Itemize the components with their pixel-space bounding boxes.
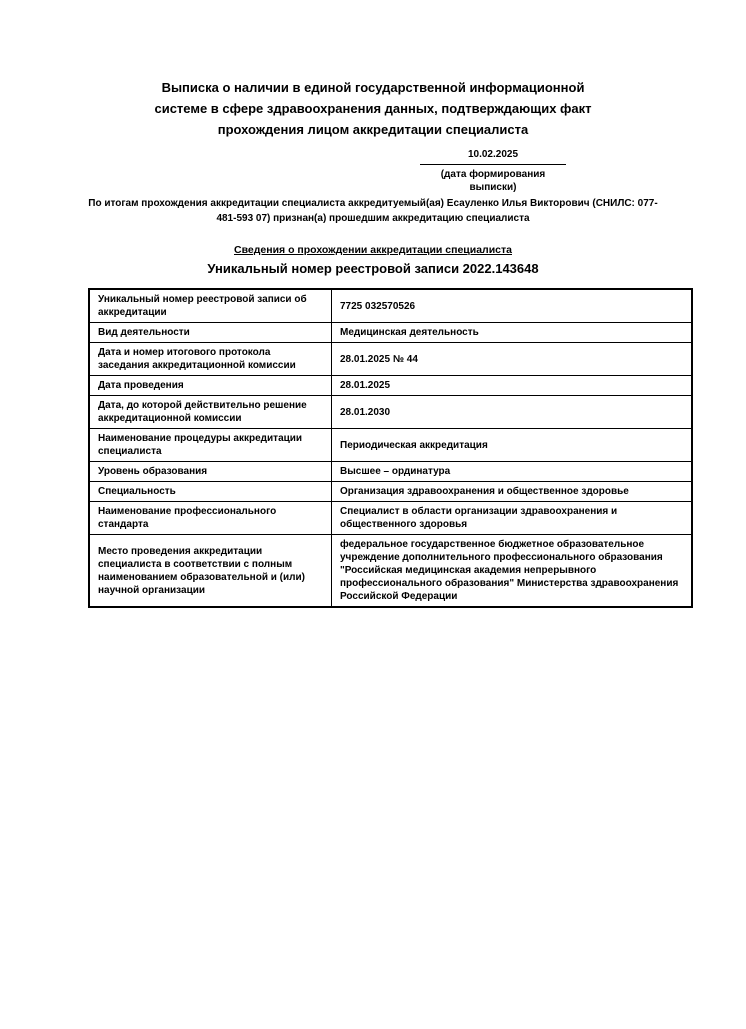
row-label: Дата и номер итогового протокола заседания аккредитационной комиссии bbox=[89, 343, 332, 376]
table-row bbox=[89, 482, 692, 502]
page-title bbox=[0, 77, 746, 140]
accreditation-table bbox=[88, 288, 693, 608]
table-row bbox=[89, 462, 692, 482]
row-value: Периодическая аккредитация bbox=[332, 429, 693, 462]
row-value: Высшее – ординатура bbox=[332, 462, 693, 482]
row-value: федеральное государственное бюджетное образовательное учреждение дополнительного профессионального образования "Российская медицинская академия непрерывного профессионального образования" Министерства здравоохранения Российской Федерации bbox=[332, 535, 693, 608]
row-label: Уникальный номер реестровой записи об аккредитации bbox=[89, 289, 332, 323]
row-value: Организация здравоохранения и общественное здоровье bbox=[332, 482, 693, 502]
registry-number-heading: Уникальный номер реестровой записи 2022.143648 bbox=[207, 261, 539, 276]
row-value: 28.01.2025 № 44 bbox=[332, 343, 693, 376]
issue-date-caption: (дата формирования выписки) bbox=[440, 169, 546, 193]
row-label: Вид деятельности bbox=[89, 323, 332, 343]
table-row bbox=[89, 535, 692, 608]
row-value: Медицинская деятельность bbox=[332, 323, 693, 343]
row-label: Дата, до которой действительно решение аккредитационной комиссии bbox=[89, 396, 332, 429]
issue-date: 10.02.2025 bbox=[420, 148, 566, 165]
intro-paragraph: По итогам прохождения аккредитации специалиста аккредитуемый(ая) Есауленко Илья Викторович (СНИЛС: 077-481-593 07) признан(а) прошедшим аккредитацию специалиста bbox=[88, 198, 658, 224]
row-value: Специалист в области организации здравоохранения и общественного здоровья bbox=[332, 502, 693, 535]
page-title-line-2: системе в сфере здравоохранения данных, подтверждающих факт bbox=[154, 101, 592, 116]
page-title-line-3: прохождения лицом аккредитации специалиста bbox=[217, 122, 529, 137]
table-row bbox=[89, 289, 692, 323]
row-value: 7725 032570526 bbox=[332, 289, 693, 323]
row-label: Специальность bbox=[89, 482, 332, 502]
row-value: 28.01.2025 bbox=[332, 376, 693, 396]
row-label: Наименование процедуры аккредитации специалиста bbox=[89, 429, 332, 462]
table-row bbox=[89, 343, 692, 376]
section-heading: Сведения о прохождении аккредитации специалиста bbox=[234, 244, 512, 256]
table-row bbox=[89, 376, 692, 396]
table-row bbox=[89, 429, 692, 462]
issue-date-block bbox=[420, 148, 566, 194]
row-label: Уровень образования bbox=[89, 462, 332, 482]
row-label: Дата проведения bbox=[89, 376, 332, 396]
row-label: Место проведения аккредитации специалиста в соответствии с полным наименованием образовательной и (или) научной организации bbox=[89, 535, 332, 608]
table-row bbox=[89, 323, 692, 343]
table-row bbox=[89, 502, 692, 535]
page-title-line-1: Выписка о наличии в единой государственной информационной bbox=[161, 80, 585, 95]
table-row bbox=[89, 396, 692, 429]
row-value: 28.01.2030 bbox=[332, 396, 693, 429]
row-label: Наименование профессионального стандарта bbox=[89, 502, 332, 535]
